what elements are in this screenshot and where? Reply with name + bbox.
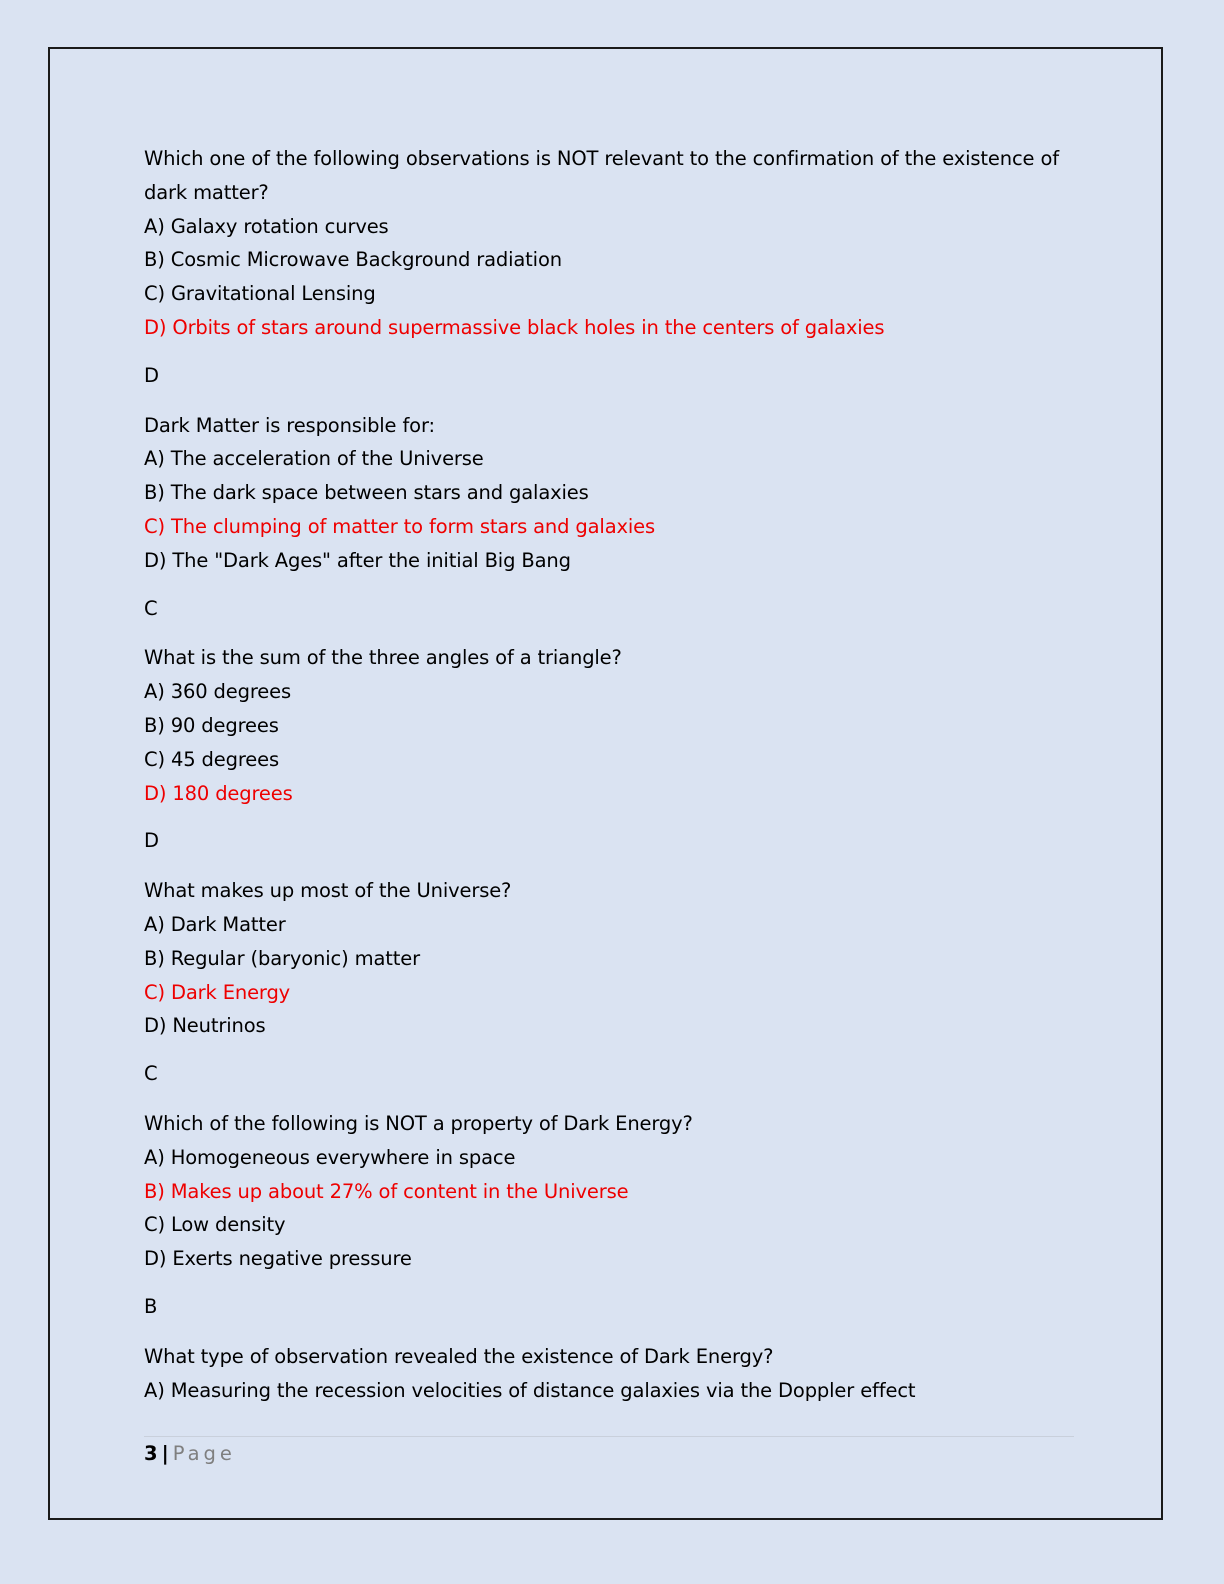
option-a: A) The acceleration of the Universe xyxy=(144,447,484,471)
option-c: C) Low density xyxy=(144,1213,286,1237)
option-a: A) Dark Matter xyxy=(144,912,286,936)
quiz-content xyxy=(144,142,1084,1423)
option-b: B) 90 degrees xyxy=(144,713,279,737)
page-number: 3 xyxy=(144,1442,158,1465)
option-b: B) The dark space between stars and galaxies xyxy=(144,481,589,505)
option-d: D) The "Dark Ages" after the initial Big Bang xyxy=(144,548,571,572)
answer-key: B xyxy=(144,1294,158,1318)
question-text: What makes up most of the Universe? xyxy=(144,879,512,903)
option-a: A) 360 degrees xyxy=(144,680,291,704)
question-block-5 xyxy=(144,1107,1084,1324)
option-b-correct: B) Makes up about 27% of content in the Universe xyxy=(144,1179,629,1203)
answer-key: C xyxy=(144,596,158,620)
option-c: C) Gravitational Lensing xyxy=(144,282,376,306)
option-d: D) Exerts negative pressure xyxy=(144,1247,412,1271)
option-c-correct: C) The clumping of matter to form stars and galaxies xyxy=(144,514,656,538)
option-c-correct: C) Dark Energy xyxy=(144,980,291,1004)
answer-key: D xyxy=(144,829,160,853)
option-d-correct: D) Orbits of stars around supermassive black holes in the centers of galaxies xyxy=(144,315,885,339)
question-text: What type of observation revealed the existence of Dark Energy? xyxy=(144,1344,774,1368)
page-label: Page xyxy=(172,1442,236,1465)
question-text: Dark Matter is responsible for: xyxy=(144,413,435,437)
option-a: A) Measuring the recession velocities of distance galaxies via the Doppler effect xyxy=(144,1378,916,1402)
question-text: Which of the following is NOT a property of Dark Energy? xyxy=(144,1111,693,1135)
option-c: C) 45 degrees xyxy=(144,747,279,771)
footer-separator: | xyxy=(161,1442,169,1465)
option-b: B) Regular (baryonic) matter xyxy=(144,946,420,970)
question-block-2 xyxy=(144,409,1084,626)
question-block-4 xyxy=(144,874,1084,1091)
option-b: B) Cosmic Microwave Background radiation xyxy=(144,248,562,272)
answer-key: C xyxy=(144,1062,158,1086)
question-block-3 xyxy=(144,641,1084,858)
question-text: What is the sum of the three angles of a triangle? xyxy=(144,646,622,670)
page-footer xyxy=(144,1440,236,1468)
footer-divider xyxy=(144,1436,1074,1437)
option-a: A) Galaxy rotation curves xyxy=(144,214,389,238)
question-block-6 xyxy=(144,1340,1084,1408)
option-d-correct: D) 180 degrees xyxy=(144,781,293,805)
option-d: D) Neutrinos xyxy=(144,1014,266,1038)
question-text: Which one of the following observations is NOT relevant to the confirmation of the existence of dark matter? xyxy=(144,147,1059,204)
question-block-1 xyxy=(144,142,1084,393)
answer-key: D xyxy=(144,363,160,387)
option-a: A) Homogeneous everywhere in space xyxy=(144,1145,516,1169)
